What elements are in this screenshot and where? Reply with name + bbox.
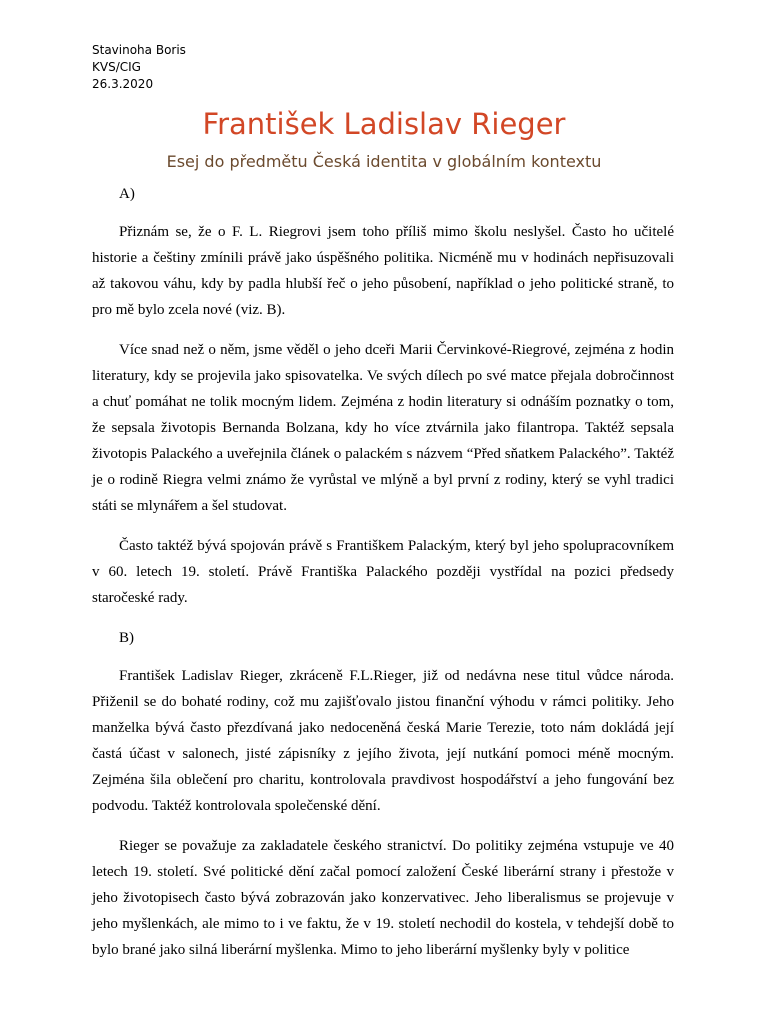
paragraph: Často taktéž bývá spojován právě s Františkem Palackým, který byl jeho spolupracovníkem v 60. letech 19. století. Právě Františka Palackého později vystřídal na pozici předsedy staročeské rady.	[92, 538, 674, 606]
document-title: František Ladislav Rieger	[202, 107, 566, 141]
paragraph: Přiznám se, že o F. L. Riegrovi jsem toho příliš mimo školu neslyšel. Často ho učitelé historie a češtiny zmínili právě jako úspěšného politika. Nicméně mu v hodinách nepřisuzovali až takovou váhu, kdy by padla hlubší řeč o jeho působení, například o jeho politické straně, to pro mě bylo zcela nové (viz. B).	[92, 224, 674, 318]
document-body	[92, 181, 674, 977]
department-code: KVS/CIG	[92, 60, 141, 74]
paragraph: Více snad než o něm, jsme věděl o jeho dceři Marii Červinkové-Riegrové, zejména z hodin literatury, kdy se projevila jako spisovatelka. Ve svých dílech po své matce přejala dobročinnost a chuť pomáhat ne tolik mocným lidem. Zejména z hodin literatury si odnáším poznatky o tom, že sepsala životopis Bernanda Bolzana, kdy ho více ztvárnila jako filantropa. Taktéž sepsala životopis Palackého a uveřejnila článek o palackém s názvem “Před sňatkem Palackého”. Taktéž je o rodině Riegra velmi známo že vyrůstal ve mlýně a byl první z rodiny, který se vyhl tradici státi se mlynářem a šel studovat.	[92, 342, 674, 514]
paragraph: František Ladislav Rieger, zkráceně F.L.Rieger, již od nedávna nese titul vůdce národa. Přiženil se do bohaté rodiny, což mu zajišťovalo jistou finanční výhodu v rámci politiky. Jeho manželka bývá často přezdívaná jako nedoceněná česká Marie Terezie, toto nám dokládá její častá účast v salonech, jisté zápisníky z jejího života, její nutkání pomoci méně mocným. Zejména šila oblečení pro charitu, kontrolovala pravdivost hospodářství a jeho fungování bez podvodu. Taktéž kontrolovala společenské dění.	[92, 668, 674, 814]
document-subtitle: Esej do předmětu Česká identita v globálním kontextu	[166, 152, 602, 171]
document-header	[92, 42, 186, 93]
section-label-a: A)	[119, 186, 135, 202]
section-label-b: B)	[119, 630, 134, 646]
author-name: Stavinoha Boris	[92, 43, 186, 57]
paragraph: Rieger se považuje za zakladatele českého stranictví. Do politiky zejména vstupuje ve 40 letech 19. století. Své politické dění začal pomocí založení České liberární strany i přestože v jeho životopisech často bývá zobrazován jako konzervativec. Jeho liberalismus se projevuje v jeho myšlenkách, ale mimo to i ve faktu, že v 19. století nechodil do kostela, v tehdejší době to bylo brané jako silná liberární myšlenka. Mimo to jeho liberární myšlenky byly v politice	[92, 838, 674, 958]
document-date: 26.3.2020	[92, 77, 154, 91]
